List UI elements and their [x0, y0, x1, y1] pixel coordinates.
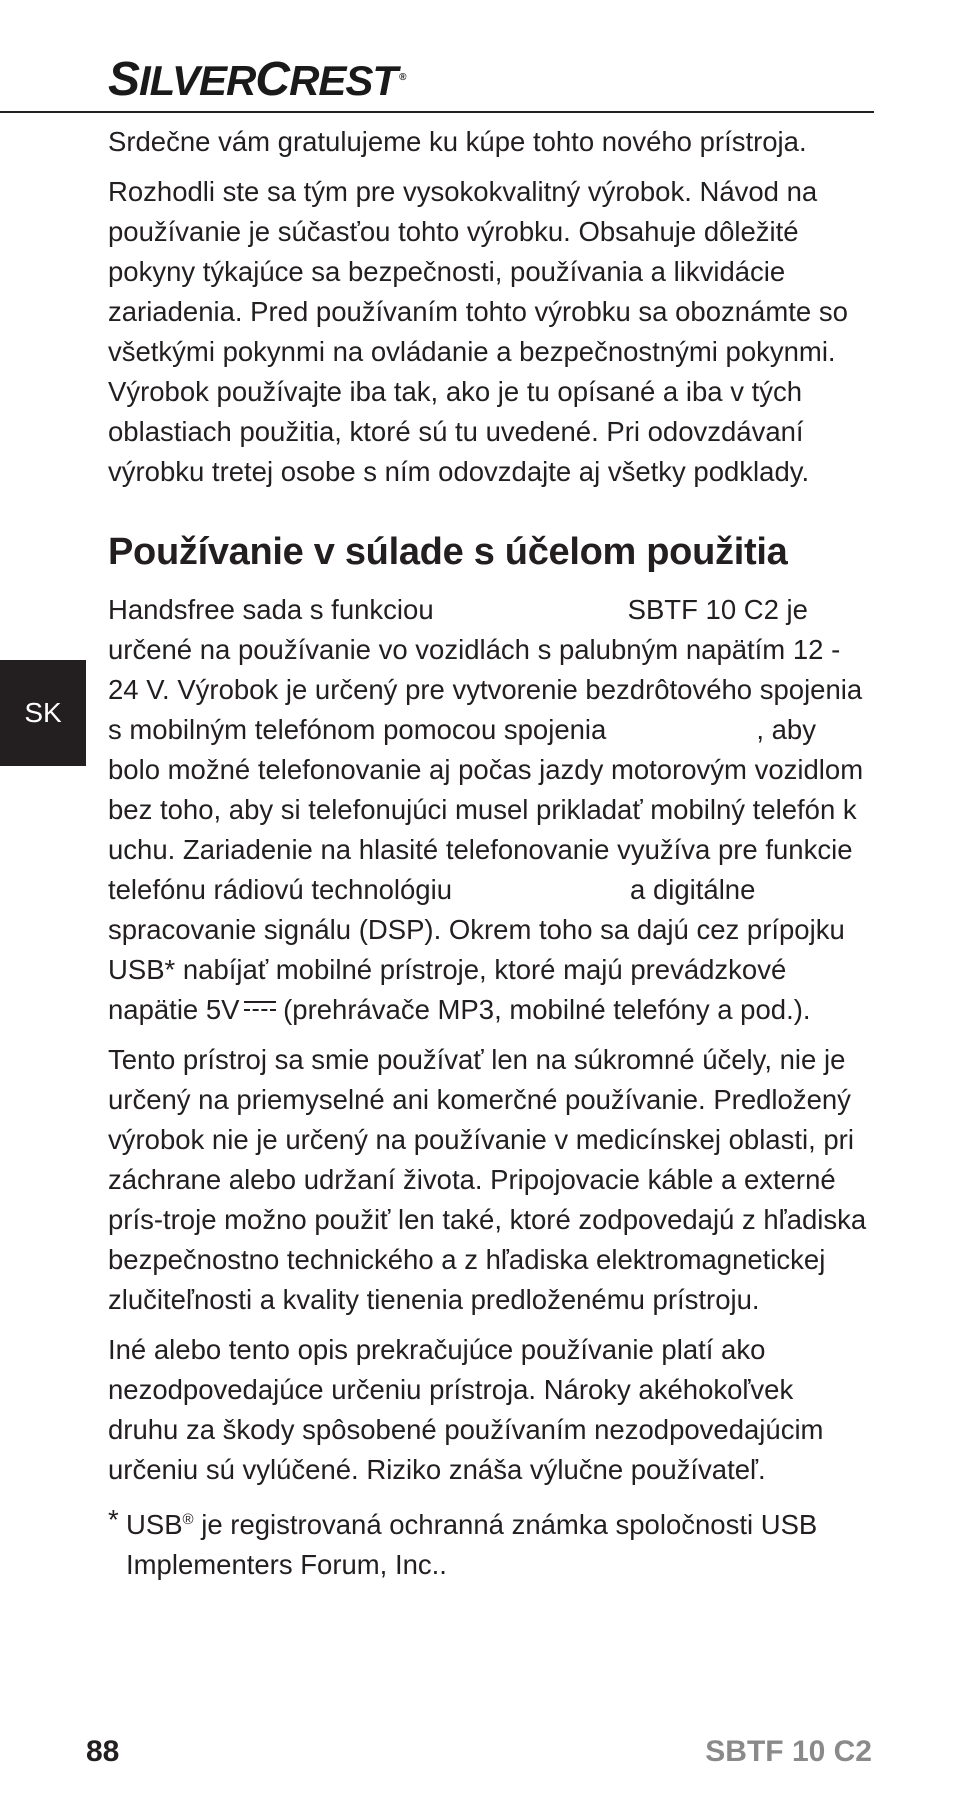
text-run: USB [126, 1509, 183, 1541]
intro-paragraph: Rozhodli ste sa tým pre vysokokvalitný výrobok. Návod na používanie je súčasťou tohto výrobku. Obsahuje dôležité pokyny týkajúce sa bezpečnosti, používania a likvidácie zariadenia. Pred používaním tohto výrobku sa oboznámte so všetkými pokynmi na ovládanie a bezpečnostnými pokynmi. Výrobok používajte iba tak, ako je tu opísané a iba v tých oblastiach použitia, ktoré sú tu uvedené. Pri odovzdávaní výrobku tretej osobe s ním odovzdajte aj všetky podklady. [108, 176, 848, 487]
page-content [108, 122, 868, 1585]
footnote-star: * [108, 1504, 119, 1535]
silvercrest-logo [108, 52, 405, 107]
registered-mark: ® [182, 1511, 194, 1528]
text-run: , aby bolo možné telefonovanie aj počas jazdy motorovým vozidlom bez toho, aby si telefonujúci musel prikladať mobilný telefón k uchu. Zariadenie na hlasité telefonovanie využíva pre funkcie telefónu rádiovú technológiu [108, 714, 864, 905]
private-use-paragraph: Tento prístroj sa smie používať len na súkromné účely, nie je určený na priemyselné ani komerčné používanie. Predložený výrobok nie je určený na používanie v medicínskej oblasti, pri záchrane alebo udržaní života. Pripojovacie káble a externé prís-troje možno použiť len také, ktoré zodpovedajú z hľadiska bezpečnostno technického a z hľadiska elektromagnetickej zlučiteľnosti a kvality tienenia predloženému prístroju. [108, 1044, 867, 1315]
text-run: (prehrávače MP3, mobilné telefóny a pod.). [283, 994, 811, 1025]
page-number: 88 [86, 1735, 120, 1768]
model-code: SBTF 10 C2 [705, 1735, 872, 1768]
language-tab-sk [0, 660, 86, 766]
intro-greeting: Srdečne vám gratulujeme ku kúpe tohto nového prístroja. [108, 126, 807, 157]
section-title: Používanie v súlade s účelom použitia [108, 531, 788, 573]
header-divider [0, 111, 874, 113]
text-run: SBTF 10 C2 je určené na používanie vo vozidlách s palubným napätím 12 - 24 V. Výrobok je určený pre vytvorenie bezdrôtového spojenia s mobilným telefónom pomocou spojenia [108, 594, 863, 745]
text-run: Handsfree sada s funkciou [108, 594, 434, 625]
logo-text: REST [289, 57, 398, 104]
dc-voltage-icon [244, 1001, 276, 1017]
text-run: a digitálne spracovanie signálu (DSP). Okrem toho sa dajú cez prípojku USB* nabíjať mobilné prístroje, ktoré majú prevádzkové napätie 5V [108, 874, 845, 1025]
logo-text: ILVER [139, 57, 256, 104]
improper-use-paragraph: Iné alebo tento opis prekračujúce používanie platí ako nezodpovedajúce určeniu prístroja. Nároky akéhokoľvek druhu za škody spôsobené používaním nezodpovedajúcim určeniu sú vylúčené. Riziko znáša výlučne používateľ. [108, 1334, 824, 1485]
language-tab-label: SK [24, 697, 62, 728]
intended-use-paragraph [108, 590, 868, 1030]
logo-letter: C [255, 53, 290, 106]
usb-footnote [108, 1500, 868, 1585]
text-run: je registrovaná ochranná známka spoločnosti USB Implementers Forum, Inc.. [126, 1509, 818, 1581]
registered-mark: ® [399, 72, 406, 83]
logo-letter: S [108, 53, 140, 106]
